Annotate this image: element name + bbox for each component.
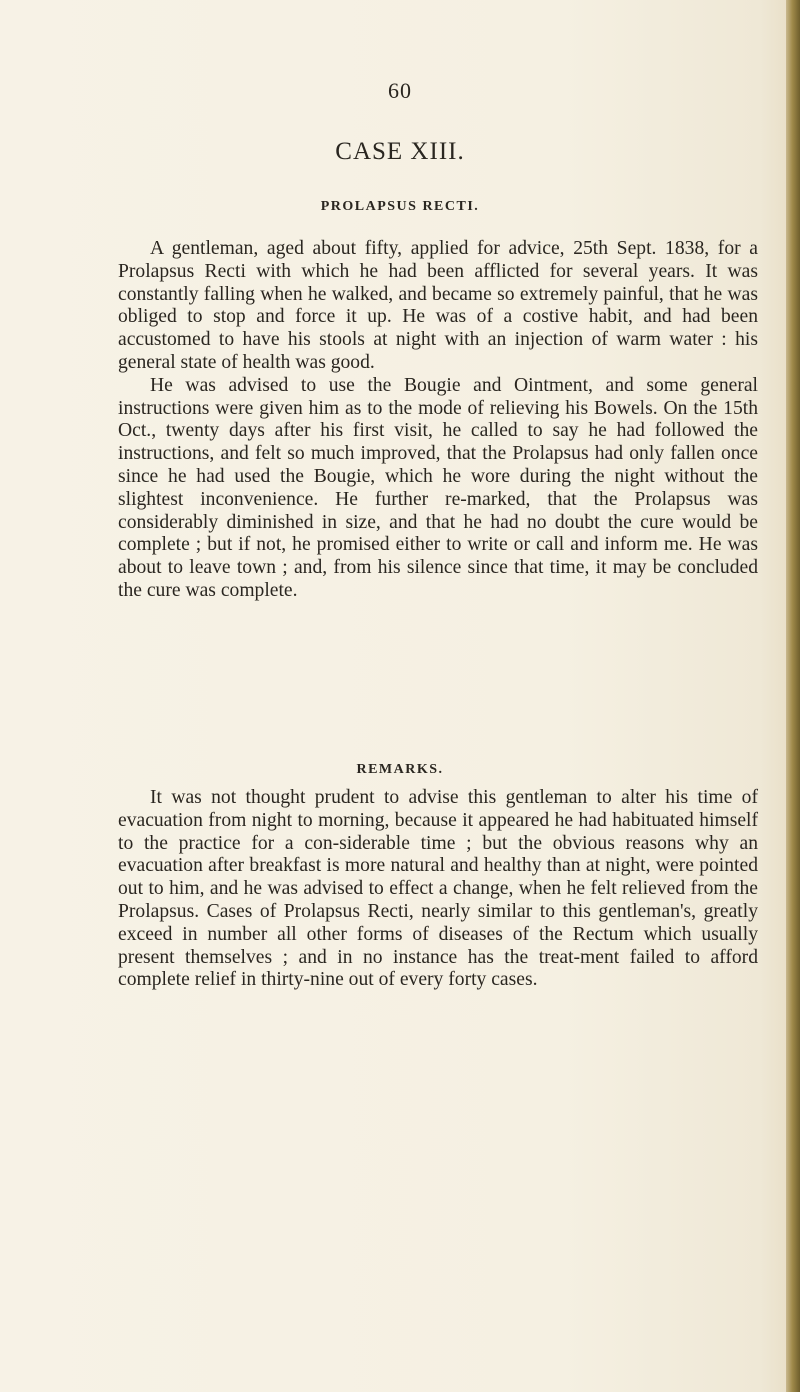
case-title: CASE XIII. [335,138,465,165]
case-body [118,238,758,603]
remarks-paragraph: It was not thought prudent to advise this gentleman to alter his time of evacuation from night to morning, because it appeared he had habituated himself to the practice for a con-siderable time ; but the obvious reasons why an evacuation after breakfast is more natural and healthy than at night, were pointed out to him, and he was advised to effect a change, when he felt relieved from the Prolapsus. Cases of Prolapsus Recti, nearly similar to this gentleman's, greatly exceed in number all other forms of diseases of the Rectum which usually present themselves ; and in no instance has the treat-ment failed to afford complete relief in thirty-nine out of every forty cases. [118,787,758,991]
page-number: 60 [388,78,412,103]
case-subtitle: PROLAPSUS RECTI. [320,199,480,214]
case-paragraph: A gentleman, aged about fifty, applied for advice, 25th Sept. 1838, for a Prolapsus Recti with which he had been afflicted for several years. It was constantly falling when he walked, and became so extremely painful, that he was obliged to stop and force it up. He was of a costive habit, and had been accustomed to have his stools at night with an injection of warm water : his general state of health was good. [118,238,758,373]
remarks-body [118,787,758,992]
case-paragraph: He was advised to use the Bougie and Ointment, and some general instructions were given him as to the mode of relieving his Bowels. On the 15th Oct., twenty days after his first visit, he called to say he had followed the instructions, and felt so much improved, that the Prolapsus had only fallen once since he had used the Bougie, which he wore during the night without the slightest inconvenience. He further re-marked, that the Prolapsus was considerably diminished in size, and that he had no doubt the cure would be complete ; but if not, he promised either to write or call and inform me. He was about to leave town ; and, from his silence since that time, it may be concluded the cure was complete. [118,374,758,601]
remarks-heading: REMARKS. [356,762,444,777]
